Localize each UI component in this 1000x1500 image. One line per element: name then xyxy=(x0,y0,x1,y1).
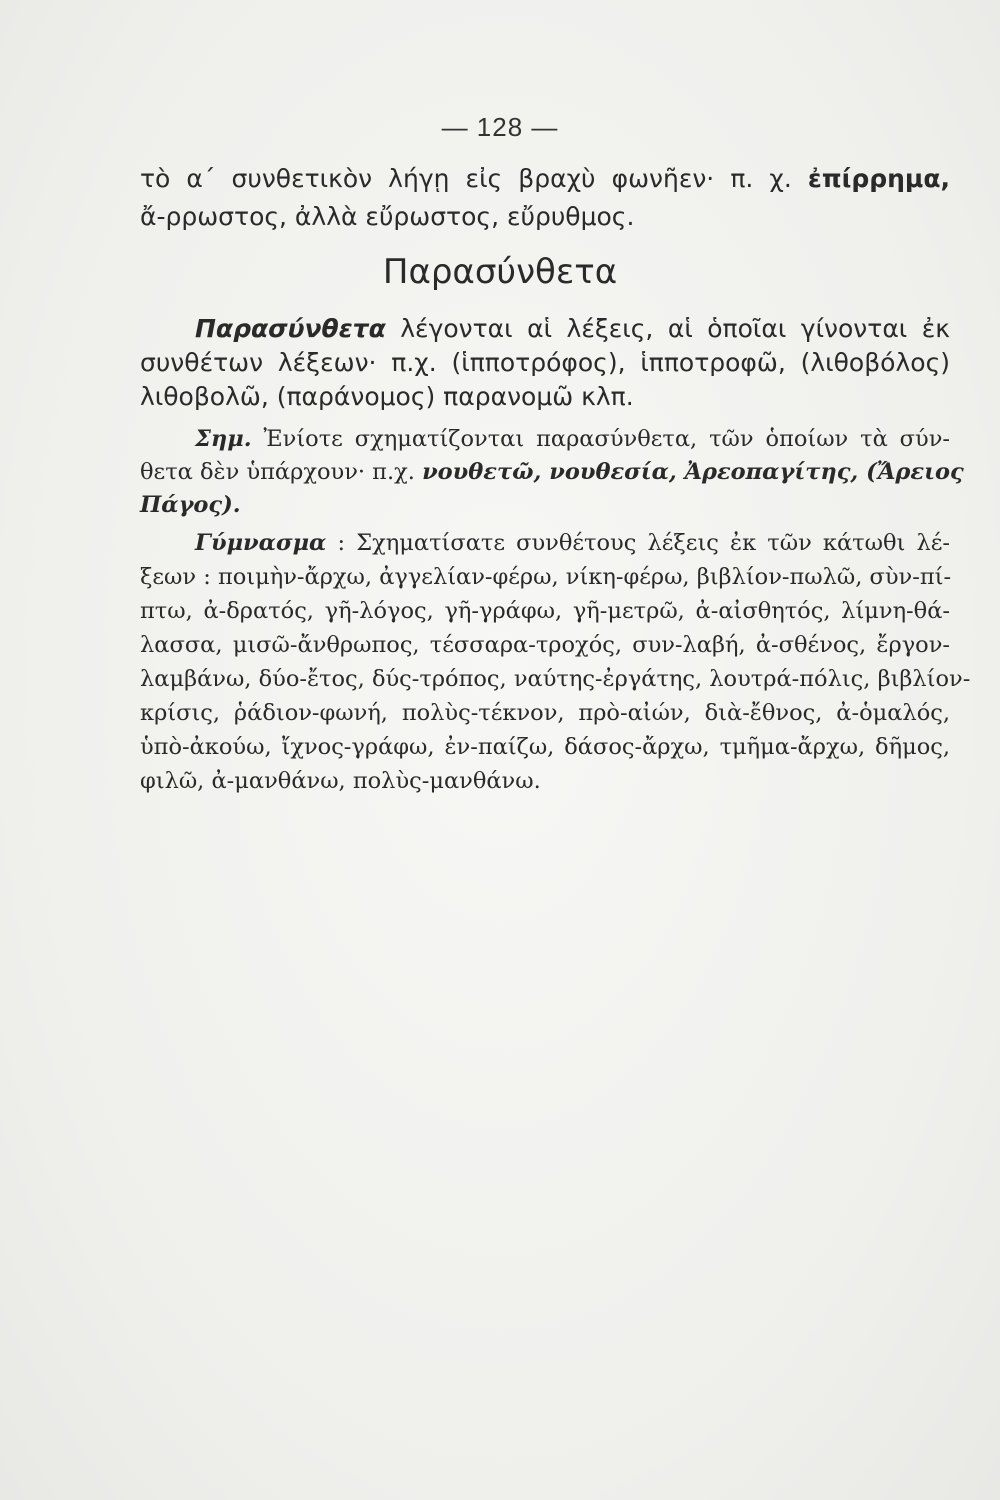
exercise-line1-rest: : Σχηματίσατε συνθέτους λέξεις ἐκ τῶν κάτωθι λέ- xyxy=(326,530,950,556)
note-line1-rest: Ἐνίοτε σχηματίζονται παρασύνθετα, τῶν ὁποίων τὰ σύν- xyxy=(251,426,950,452)
section-heading: Παρασύνθετα xyxy=(382,252,618,292)
exercise-label: Γύμνασμα xyxy=(195,530,327,556)
note-line3-examples: Πάγος). xyxy=(140,492,241,518)
exercise-line: κρίσις, ῥάδιον-φωνή, πολὺς-τέκνον, πρὸ-αἰών, διὰ-ἔθνος, ἀ-ὁμαλός, xyxy=(140,700,950,726)
para1-line1-text: τὸ α΄ συνθετικὸν λήγῃ εἰς βραχὺ φωνῆεν· π. χ. xyxy=(140,164,808,193)
para1-line2: ἄ-ρρωστος, ἀλλὰ εὔρωστος, εὔρυθμος. xyxy=(140,202,635,231)
note-line2-plain: θετα δὲν ὑπάρχουν· π.χ. xyxy=(140,459,423,485)
para2-line1-rest: λέγονται αἱ λέξεις, αἱ ὁποῖαι γίνονται ἐκ xyxy=(385,314,950,343)
exercise-line: λαμβάνω, δύο-ἔτος, δύς-τρόπος, ναύτης-ἐργάτης, λουτρά-πόλις, βιβλίον- xyxy=(140,666,971,692)
para1-line1-bold: ἐπίρρημα, xyxy=(807,164,950,193)
note-line3 xyxy=(140,488,950,522)
exercise-line: φιλῶ, ἀ-μανθάνω, πολὺς-μανθάνω. xyxy=(140,768,541,794)
note-line1 xyxy=(140,422,950,456)
para2-line2: συνθέτων λέξεων· π.χ. (ἱπποτρόφος), ἱπποτροφῶ, (λιθοβόλος) xyxy=(140,348,950,377)
note-line2 xyxy=(140,455,964,489)
para1-line1 xyxy=(140,162,950,196)
exercise-line: ξεων : ποιμὴν-ἄρχω, ἀγγελίαν-φέρω, νίκη-φέρω, βιβλίον-πωλῶ, σὺν-πί- xyxy=(140,564,952,590)
exercise-line: πτω, ἀ-δρατός, γῆ-λόγος, γῆ-γράφω, γῆ-μετρῶ, ἀ-αἰσθητός, λίμνη-θά- xyxy=(140,598,950,624)
para2-term: Παρασύνθετα xyxy=(195,314,386,343)
exercise-line: λασσα, μισῶ-ἄνθρωπος, τέσσαρα-τροχός, συν-λαβή, ἀ-σθένος, ἔργον- xyxy=(140,632,950,658)
exercise-line1 xyxy=(140,526,950,560)
note-line2-examples: νουθετῶ, νουθεσία, Ἀρεοπαγίτης, (Ἄρειος xyxy=(422,459,964,485)
exercise-line: ὑπὸ-ἀκούω, ἴχνος-γράφω, ἐν-παίζω, δάσος-ἄρχω, τμῆμα-ἄρχω, δῆμος, xyxy=(140,734,950,760)
para2-line1 xyxy=(140,312,950,346)
para2-line3: λιθοβολῶ, (παράνομος) παρανομῶ κλπ. xyxy=(140,382,634,411)
page-number: — 128 — xyxy=(441,112,559,142)
note-label: Σημ. xyxy=(195,426,252,452)
